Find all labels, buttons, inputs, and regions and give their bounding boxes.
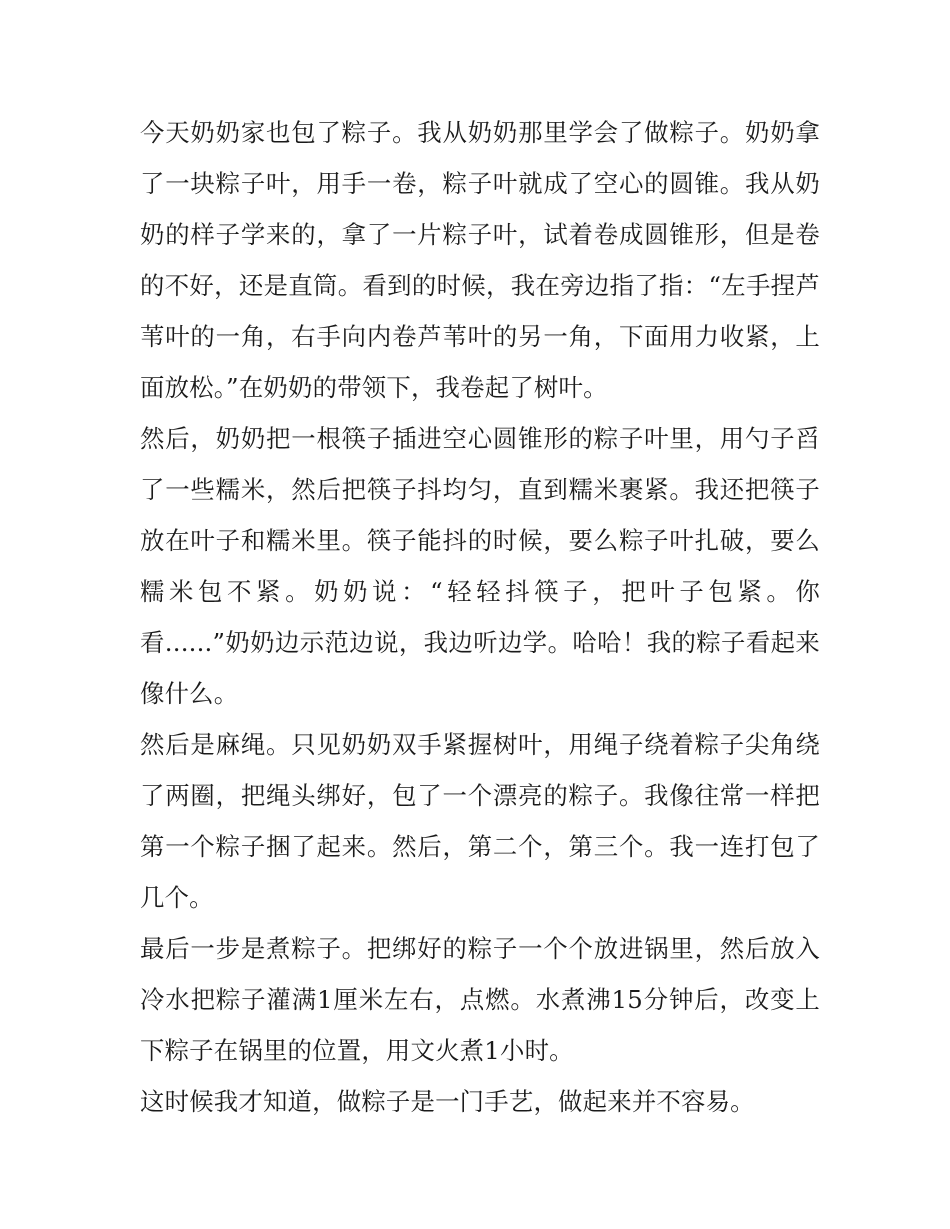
- paragraph-tying-rope: 然后是麻绳。只见奶奶双手紧握树叶，用绳子绕着粽子尖角绕了两圈，把绳头绑好，包了一个漂亮的粽子。我像往常一样把第一个粽子捆了起来。然后，第二个，第三个。我一连打包了几个。: [140, 730, 820, 912]
- paragraph-boiling: 最后一步是煮粽子。把绑好的粽子一个个放进锅里，然后放入冷水把粽子灌满1厘米左右，点燃。水煮沸15分钟后，改变上下粽子在锅里的位置，用文火煮1小时。: [140, 934, 820, 1065]
- essay-body: [140, 107, 820, 1127]
- paragraph-conclusion: 这时候我才知道，做粽子是一门手艺，做起来并不容易。: [140, 1087, 755, 1116]
- paragraph-filling-rice: 然后，奶奶把一根筷子插进空心圆锥形的粽子叶里，用勺子舀了一些糯米，然后把筷子抖均匀，直到糯米裹紧。我还把筷子放在叶子和糯米里。筷子能抖的时候，要么粽子叶扎破，要么糯米包不紧。奶奶说：“轻轻抖筷子，把叶子包紧。你看......”奶奶边示范边说，我边听边学。哈哈！我的粽子看起来像什么。: [140, 424, 820, 708]
- paragraph-wrapping-leaves: 今天奶奶家也包了粽子。我从奶奶那里学会了做粽子。奶奶拿了一块粽子叶，用手一卷，粽子叶就成了空心的圆锥。我从奶奶的样子学来的，拿了一片粽子叶，试着卷成圆锥形，但是卷的不好，还是直筒。看到的时候，我在旁边指了指：“左手捏芦苇叶的一角，右手向内卷芦苇叶的另一角，下面用力收紧，上面放松。”在奶奶的带领下，我卷起了树叶。: [140, 118, 820, 402]
